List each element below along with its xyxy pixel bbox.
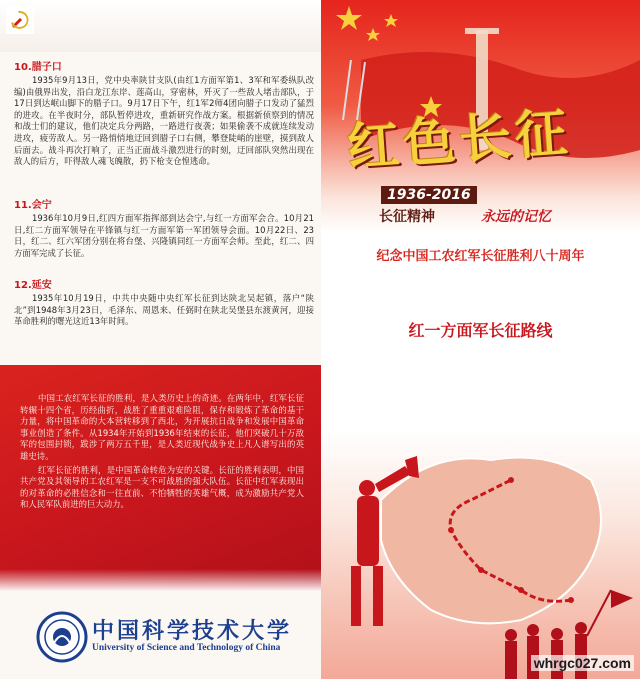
university-logo-icon xyxy=(36,611,88,663)
route-node xyxy=(478,567,484,573)
route-map-illustration xyxy=(321,430,640,679)
star-icon xyxy=(366,28,380,41)
section-huining xyxy=(14,196,314,259)
route-node xyxy=(448,527,454,533)
section-heading: 11.会宁 xyxy=(14,200,52,211)
map-outline xyxy=(381,458,601,624)
big-title: 红色长征 xyxy=(345,102,574,179)
section-heading: 10.腊子口 xyxy=(14,62,62,73)
star-icon xyxy=(384,14,398,27)
essay-paragraph: 中国工农红军长征的胜利，是人类历史上的奇迹。在两年中，红军长征转辗十四个省，历经曲折，战胜了重重艰难险阻，保存和锻炼了革命的基干力量，将中国革命的大本营转移到了西北，为开展抗日战争和发展中国革命事业创造了条件。从1934年开始到1936年结束的长征，他们突破几十万敌军的包围封锁，跋涉了两万五千里，是人类近现代战争史上凡人谱写出的英雄史诗。 xyxy=(20,393,304,461)
route-node xyxy=(518,587,524,593)
section-yanan xyxy=(14,276,314,328)
party-emblem-icon xyxy=(6,6,34,34)
star-icon xyxy=(336,6,362,30)
left-top-band xyxy=(0,0,321,52)
route-node xyxy=(568,597,574,603)
route-map-title: 红一方面军长征路线 xyxy=(408,321,553,340)
slogan-spirit: 长征精神 xyxy=(379,209,435,225)
section-body: 1935年10月19日，中共中央随中央红军长征到达陕北吴起镇，落户“陕北”到1948年3月23日，毛泽东、周恩来、任弼时在陕北吴堡县东渡黄河，迎接革命胜利的曙光这近13年时间。 xyxy=(14,293,314,327)
university-name-en: University of Science and Technology of China xyxy=(92,643,281,653)
university-name-cn: 中国科学技术大学 xyxy=(92,618,293,644)
essay-text xyxy=(20,393,304,513)
commemoration-subtitle: 纪念中国工农红军长征胜利八十周年 xyxy=(376,249,585,264)
right-panel xyxy=(321,0,640,679)
section-body: 1935年9月13日，党中央率陕甘支队(由红1方面军第1、3军和军委纵队改编)由俄界出发，沿白龙江东岸、莲高山，穿密林，歼灭了一些敌人堵击部队，于17日到达岷山脚下的腊子口。9月17日下午，红1军2师4团向腊子口发动了猛烈的进攻。在半夜时分，部队暂停进攻，重新研究作战方案。根据新侦察到的情况和战士们的建议，他们决定兵分两路，一路进行夜袭；如果偷袭不成就连续发动进攻，疲劳敌人。另一路悄悄地迂回到腊子口右侧，攀登陡峭的崖壁，摸到敌人后面去。战斗再次打响了，正当正面战斗激烈进行的时刻，迂回部队突然出现在敌人的后方，吓得敌人魂飞魄散，扔下枪支仓惶逃命。 xyxy=(14,75,314,167)
route-node xyxy=(508,477,514,483)
section-lazikou xyxy=(14,58,314,168)
section-heading: 12.延安 xyxy=(14,280,52,291)
years-label: 1936-2016 xyxy=(381,186,477,204)
watermark-text: whrgc027.com xyxy=(531,655,634,671)
essay-panel xyxy=(0,365,321,591)
section-body: 1936年10月9日,红四方面军指挥部到达会宁,与红一方面军会合。10月21日,红二方面军领导在平锋镇与红一方面军第一军团领导会面。10月22日、23日，红二、红六军团分别在将台堡、兴隆镇同红一方面军会师。至此，红二、四方面军完成了长征。 xyxy=(14,213,314,258)
essay-paragraph: 红军长征的胜利，是中国革命转危为安的关键。长征的胜利表明，中国共产党及其领导的工农红军是一支不可战胜的强大队伍。长征中红军表现出的对革命的必胜信念和一往直前、不怕牺牲的英雄气概，成为激励共产党人和人民军队前进的巨大动力。 xyxy=(20,464,304,510)
slogan-memory: 永远的记忆 xyxy=(481,209,551,225)
